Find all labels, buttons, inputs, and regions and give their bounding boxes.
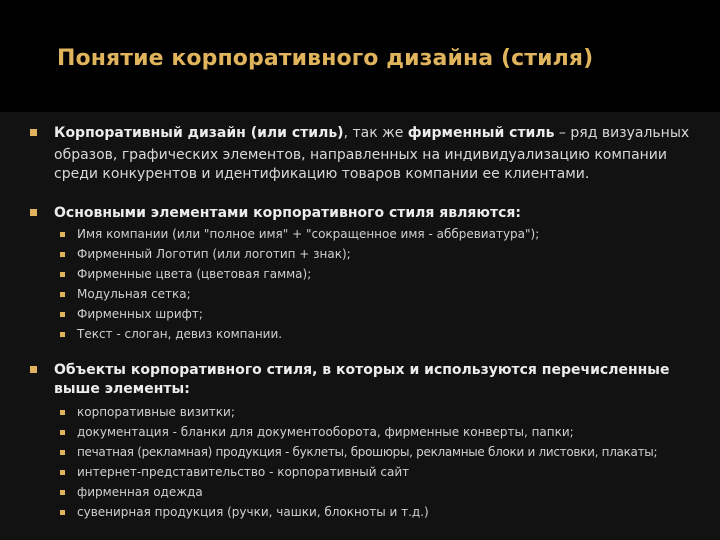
bullet-square-icon xyxy=(30,366,37,373)
objects-heading-text-1: Объекты корпоративного стиля, в которых и используются перечисленные xyxy=(54,362,670,378)
list-item: печатная (рекламная) продукция - буклеты, брошюры, рекламные блоки и листовки, плакаты; xyxy=(77,445,658,459)
elements-heading-text: Основными элементами корпоративного стиля являются: xyxy=(54,205,521,221)
list-item: Фирменные цвета (цветовая гамма); xyxy=(77,267,312,281)
list-item: Модульная сетка; xyxy=(77,287,191,301)
definition-connector: , так же xyxy=(343,125,408,141)
sub-bullet-icon xyxy=(60,430,65,435)
list-item: Имя компании (или "полное имя" + "сокращенное имя - аббревиатура"); xyxy=(77,227,540,241)
definition-text: – ряд визуальных xyxy=(554,125,690,141)
list-item: Текст - слоган, девиз компании. xyxy=(77,327,283,341)
definition-line-1 xyxy=(54,122,689,144)
sub-bullet-icon xyxy=(60,490,65,495)
term-corporate-design: Корпоративный дизайн (или стиль) xyxy=(54,125,344,141)
objects-heading-text-2: выше элементы: xyxy=(54,381,190,397)
sub-bullet-icon xyxy=(60,410,65,415)
sub-bullet-icon xyxy=(60,332,65,337)
sub-bullet-icon xyxy=(60,312,65,317)
objects-heading-line-2 xyxy=(54,378,190,400)
list-item: фирменная одежда xyxy=(77,485,203,499)
list-item: документация - бланки для документооборота, фирменные конверты, папки; xyxy=(77,425,574,439)
sub-bullet-icon xyxy=(60,510,65,515)
sub-bullet-icon xyxy=(60,470,65,475)
list-item: корпоративные визитки; xyxy=(77,405,235,419)
term-brand-style: фирменный стиль xyxy=(407,125,555,141)
definition-line-3: среди конкурентов и идентификацию товаров компании ее клиентами. xyxy=(54,166,590,182)
bullet-square-icon xyxy=(30,129,37,136)
sub-bullet-icon xyxy=(60,272,65,277)
sub-bullet-icon xyxy=(60,232,65,237)
sub-bullet-icon xyxy=(60,292,65,297)
list-item: интернет-представительство - корпоративный сайт xyxy=(77,465,410,479)
bullet-square-icon xyxy=(30,209,37,216)
list-item: сувенирная продукция (ручки, чашки, блокноты и т.д.) xyxy=(77,505,429,519)
list-item: Фирменных шрифт; xyxy=(77,307,203,321)
slide-title: Понятие корпоративного дизайна (стиля) xyxy=(57,46,594,71)
title-band xyxy=(0,0,720,112)
sub-bullet-icon xyxy=(60,450,65,455)
definition-line-2: образов, графических элементов, направленных на индивидуализацию компании xyxy=(54,147,667,163)
sub-bullet-icon xyxy=(60,252,65,257)
elements-heading xyxy=(54,202,521,224)
list-item: Фирменный Логотип (или логотип + знак); xyxy=(77,247,351,261)
